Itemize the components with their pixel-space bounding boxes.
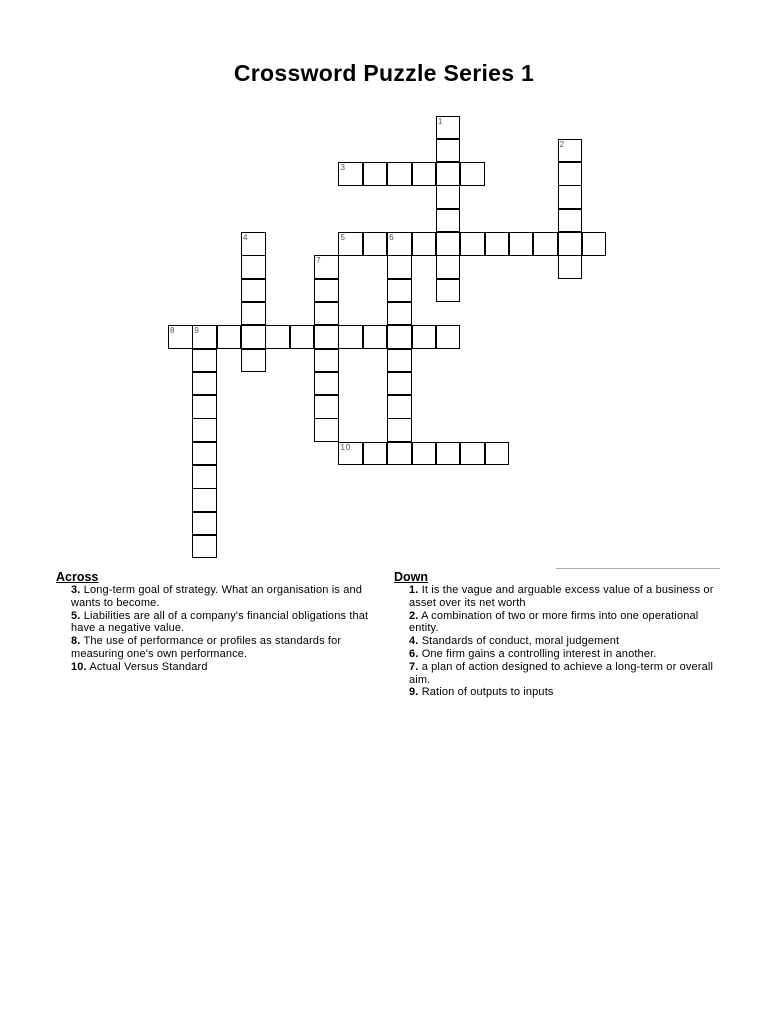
grid-cell[interactable] [241, 279, 266, 303]
grid-cell[interactable] [436, 139, 461, 163]
grid-cell[interactable] [314, 349, 339, 373]
grid-cell[interactable] [338, 442, 363, 466]
grid-cell[interactable] [241, 232, 266, 256]
cell-number: 7 [316, 256, 322, 266]
grid-cell[interactable] [509, 232, 534, 256]
grid-cell[interactable] [436, 185, 461, 209]
grid-cell[interactable] [265, 325, 290, 349]
grid-cell[interactable] [558, 139, 583, 163]
clue-number: 2. [409, 609, 419, 622]
grid-cell[interactable] [314, 372, 339, 396]
clue-number: 9. [409, 686, 419, 699]
grid-cell[interactable] [338, 162, 363, 186]
grid-cell[interactable] [363, 442, 388, 466]
cell-number: 8 [170, 326, 176, 336]
grid-cell[interactable] [387, 349, 412, 373]
grid-cell[interactable] [533, 232, 558, 256]
grid-cell[interactable] [558, 162, 583, 186]
down-clue-list [394, 584, 724, 699]
clue-text: Long-term goal of strategy. What an organisation is and wants to become. [71, 584, 362, 609]
cell-number: 2 [559, 139, 566, 149]
grid-cell[interactable] [192, 442, 217, 466]
grid-cell[interactable] [363, 232, 388, 256]
grid-cell[interactable] [436, 232, 461, 256]
grid-cell[interactable] [387, 325, 412, 349]
grid-cell[interactable] [436, 209, 461, 233]
cell-number: 1 [437, 116, 444, 126]
down-clue-7 [394, 661, 724, 687]
grid-cell[interactable] [436, 442, 461, 466]
grid-cell[interactable] [412, 162, 437, 186]
grid-cell[interactable] [192, 488, 217, 512]
grid-cell[interactable] [387, 255, 412, 279]
grid-cell[interactable] [558, 185, 583, 209]
clue-text: One firm gains a controlling interest in another. [418, 647, 657, 660]
grid-cell[interactable] [192, 465, 217, 489]
grid-cell[interactable] [436, 116, 461, 140]
grid-cell[interactable] [387, 395, 412, 419]
grid-cell[interactable] [314, 325, 339, 349]
grid-cell[interactable] [192, 372, 217, 396]
grid-cell[interactable] [241, 349, 266, 373]
cell-number: 5 [340, 233, 346, 242]
grid-cell[interactable] [217, 325, 242, 349]
grid-cell[interactable] [338, 232, 363, 256]
across-clue-3 [56, 584, 376, 610]
across-clue-10 [56, 661, 376, 674]
down-clue-2 [394, 610, 724, 636]
grid-cell[interactable] [363, 162, 388, 186]
clue-number: 7. [409, 660, 419, 673]
clue-text: It is the vague and arguable excess value of a business or asset over its net worth [409, 584, 714, 609]
grid-cell[interactable] [558, 255, 583, 279]
grid-cell[interactable] [314, 279, 339, 303]
grid-cell[interactable] [460, 162, 485, 186]
grid-cell[interactable] [436, 162, 461, 186]
grid-cell[interactable] [314, 302, 339, 326]
grid-cell[interactable] [436, 325, 461, 349]
grid-cell[interactable] [338, 325, 363, 349]
clue-text: A combination of two or more firms into one operational entity. [409, 609, 699, 635]
down-clues [394, 570, 724, 699]
grid-cell[interactable] [387, 418, 412, 442]
clue-number: 6. [409, 647, 419, 660]
grid-cell[interactable] [460, 442, 485, 466]
grid-cell[interactable] [558, 232, 583, 256]
clue-number: 5. [71, 609, 81, 622]
grid-cell[interactable] [387, 279, 412, 303]
cell-number: 6 [389, 233, 395, 242]
grid-cell[interactable] [387, 302, 412, 326]
down-clue-1 [394, 584, 724, 610]
clue-number: 8. [71, 635, 81, 648]
grid-cell[interactable] [412, 232, 437, 256]
grid-cell[interactable] [412, 442, 437, 466]
grid-cell[interactable] [192, 395, 217, 419]
grid-cell[interactable] [412, 325, 437, 349]
grid-cell[interactable] [387, 372, 412, 396]
grid-cell[interactable] [558, 209, 583, 233]
grid-cell[interactable] [192, 325, 217, 349]
grid-cell[interactable] [582, 232, 607, 256]
clue-text: Ration of outputs to inputs [418, 686, 554, 699]
cell-number: 4 [243, 233, 249, 242]
grid-cell[interactable] [168, 325, 193, 349]
grid-cell[interactable] [314, 418, 339, 442]
grid-cell[interactable] [241, 325, 266, 349]
clue-text: a plan of action designed to achieve a long-term or overall aim. [409, 660, 714, 686]
grid-cell[interactable] [460, 232, 485, 256]
clue-number: 1. [409, 584, 419, 596]
clue-text: Liabilities are all of a company's financial obligations that have a negative value. [71, 609, 369, 635]
grid-cell[interactable] [192, 418, 217, 442]
grid-cell[interactable] [192, 512, 217, 536]
grid-cell[interactable] [314, 255, 339, 279]
grid-cell[interactable] [485, 232, 510, 256]
across-heading: Across [56, 570, 99, 584]
clue-text: The use of performance or profiles as standards for measuring one's own performance. [71, 635, 342, 660]
grid-cell[interactable] [290, 325, 315, 349]
across-clues [56, 570, 376, 674]
grid-cell[interactable] [387, 442, 412, 466]
grid-cell[interactable] [387, 162, 412, 186]
cell-number: 3 [340, 163, 346, 173]
grid-cell[interactable] [241, 302, 266, 326]
across-clue-8 [56, 635, 376, 661]
clue-text: Actual Versus Standard [86, 660, 208, 673]
grid-cell[interactable] [485, 442, 510, 466]
clue-number: 4. [409, 635, 419, 648]
across-clue-5 [56, 610, 376, 636]
cell-number: 9 [194, 326, 200, 336]
down-clue-6 [394, 648, 724, 661]
divider-line [556, 568, 720, 569]
clue-text: Standards of conduct, moral judgement [418, 635, 620, 648]
cell-number: 10 [340, 442, 352, 452]
grid-cell[interactable] [436, 279, 461, 303]
grid-cell[interactable] [387, 232, 412, 256]
grid-cell[interactable] [241, 255, 266, 279]
grid-cell[interactable] [314, 395, 339, 419]
grid-cell[interactable] [192, 349, 217, 373]
grid-cell[interactable] [436, 255, 461, 279]
clue-number: 3. [71, 584, 81, 596]
across-clue-list [56, 584, 376, 674]
down-clue-9 [394, 686, 724, 699]
page-title: Crossword Puzzle Series 1 [233, 60, 535, 86]
down-heading: Down [394, 570, 429, 584]
clue-number: 10. [71, 660, 87, 673]
down-clue-4 [394, 635, 724, 648]
grid-cell[interactable] [192, 535, 217, 559]
grid-cell[interactable] [363, 325, 388, 349]
